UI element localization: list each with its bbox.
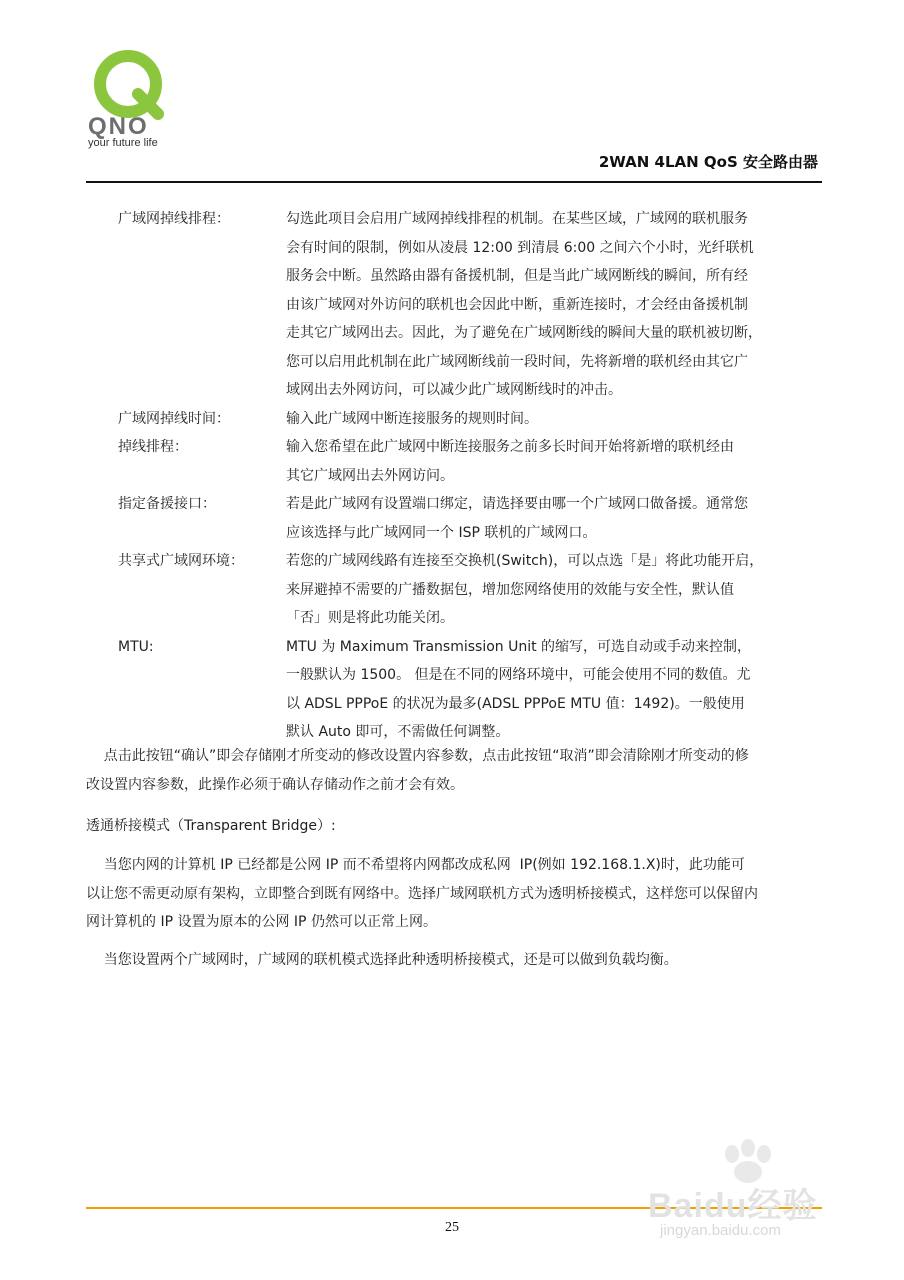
description-line: 应该选择与此广域网同一个 ISP 联机的广域网口。 xyxy=(286,524,597,541)
header-title: 2WAN 4LAN QoS 安全路由器 xyxy=(598,153,818,171)
dual-wan-paragraph xyxy=(86,946,826,975)
definition-description xyxy=(286,433,798,490)
description-line: 以 ADSL PPPoE 的状况为最多(ADSL PPPoE MTU 值：1492)。一般使用 xyxy=(286,695,745,712)
description-line: 由该广域网对外访问的联机也会因此中断，重新连接时，才会经由备援机制 xyxy=(286,296,748,313)
definition-row xyxy=(118,490,798,547)
bridge-paragraph xyxy=(86,851,826,937)
paragraph-line: 改设置内容参数，此操作必须于确认存储动作之前才会有效。 xyxy=(86,776,464,793)
description-line: 来屏避掉不需要的广播数据包，增加您网络使用的效能与安全性，默认值 xyxy=(286,581,734,598)
definition-term: 广域网掉线排程： xyxy=(118,211,230,227)
definition-row xyxy=(118,433,798,490)
definition-term: 共享式广域网环境： xyxy=(118,553,244,569)
definition-description xyxy=(286,547,798,633)
description-line: MTU 为 Maximum Transmission Unit 的缩写，可选自动或手动来控制， xyxy=(286,638,752,655)
description-line: 输入此广域网中断连接服务的规则时间。 xyxy=(286,410,538,427)
definition-row xyxy=(118,205,798,405)
description-line: 「否」则是将此功能关闭。 xyxy=(286,610,454,626)
paragraph-line: 以让您不需更动原有架构，立即整合到既有网络中。选择广域网联机方式为透明桥接模式，这样您可以保留内 xyxy=(86,885,758,902)
definition-description xyxy=(286,490,798,547)
watermark-url: jingyan.baidu.com xyxy=(660,1222,781,1239)
description-line: 会有时间的限制，例如从凌晨 12:00 到清晨 6:00 之间六个小时，光纤联机 xyxy=(286,239,754,256)
description-line: 若是此广域网有设置端口绑定，请选择要由哪一个广域网口做备援。通常您 xyxy=(286,496,748,512)
logo-tagline: your future life xyxy=(88,137,158,149)
description-line: 输入您希望在此广域网中断连接服务之前多长时间开始将新增的联机经由 xyxy=(286,439,734,455)
description-line: 走其它广域网出去。因此，为了避免在广域网断线的瞬间大量的联机被切断， xyxy=(286,325,762,341)
definition-list xyxy=(118,205,798,747)
paragraph-line: 当您设置两个广域网时，广域网的联机模式选择此种透明桥接模式，还是可以做到负载均衡。 xyxy=(86,952,678,968)
definition-row xyxy=(118,547,798,633)
confirm-cancel-paragraph xyxy=(86,742,826,799)
definition-row xyxy=(118,405,798,434)
definition-row xyxy=(118,633,798,747)
qno-logo xyxy=(88,42,188,152)
description-line: 勾选此项目会启用广域网掉线排程的机制。在某些区域，广域网的联机服务 xyxy=(286,211,748,227)
description-line: 默认 Auto 即可，不需做任何调整。 xyxy=(286,724,510,740)
bridge-heading xyxy=(86,812,826,841)
definition-term: 掉线排程： xyxy=(118,439,188,455)
description-line: 服务会中断。虽然路由器有备援机制，但是当此广域网断线的瞬间，所有经 xyxy=(286,268,748,284)
definition-description xyxy=(286,633,798,747)
definition-description xyxy=(286,205,798,405)
definition-term: 广域网掉线时间： xyxy=(118,410,230,427)
paragraph-line: 当您内网的计算机 IP 已经都是公网 IP 而不希望将内网都改成私网 IP(例如 192.168.1.X)时，此功能可 xyxy=(86,857,745,873)
watermark-text: Baidu经验 xyxy=(648,1187,818,1225)
section-heading: 透通桥接模式（Transparent Bridge）: xyxy=(86,818,336,834)
description-line: 域网出去外网访问，可以减少此广域网断线时的冲击。 xyxy=(286,382,622,398)
definition-description xyxy=(286,405,798,434)
header-rule xyxy=(86,181,822,183)
page-number: 25 xyxy=(445,1220,459,1235)
paragraph-line: 点击此按钮“确认”即会存储刚才所变动的修改设置内容参数，点击此按钮“取消”即会清除刚才所变动的修 xyxy=(86,748,749,764)
description-line: 您可以启用此机制在此广域网断线前一段时间，先将新增的联机经由其它广 xyxy=(286,353,748,370)
paragraph-line: 网计算机的 IP 设置为原本的公网 IP 仍然可以正常上网。 xyxy=(86,914,437,930)
description-line: 其它广域网出去外网访问。 xyxy=(286,467,454,484)
description-line: 一般默认为 1500。 但是在不同的网络环境中，可能会使用不同的数值。尤 xyxy=(286,667,751,683)
definition-term: 指定备援接口： xyxy=(118,496,216,512)
description-line: 若您的广域网线路有连接至交换机(Switch)，可以点选「是」将此功能开启， xyxy=(286,553,764,569)
logo-wordmark: QNO xyxy=(88,113,149,140)
definition-term: MTU: xyxy=(118,638,154,655)
